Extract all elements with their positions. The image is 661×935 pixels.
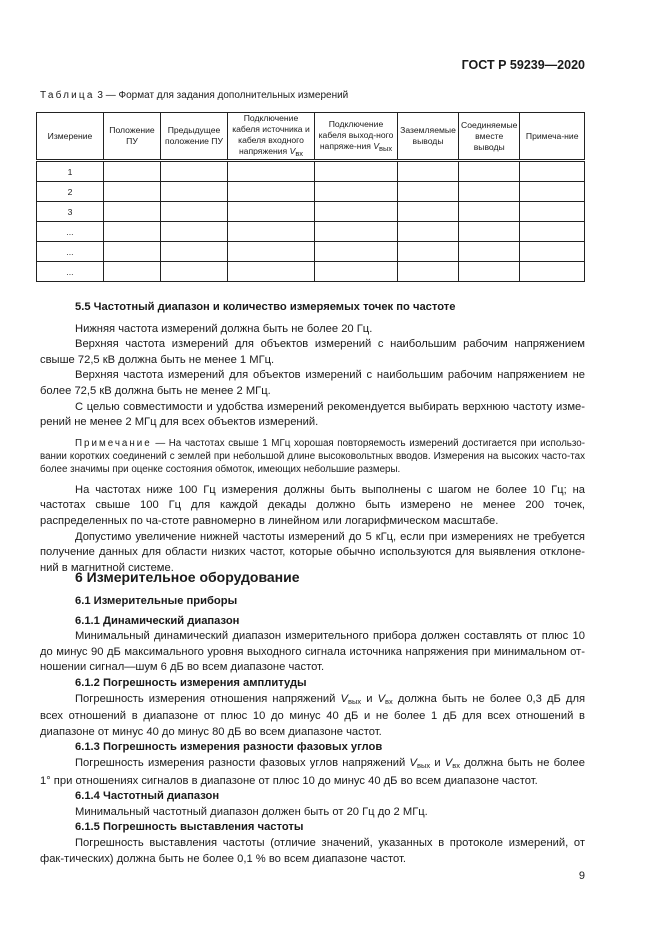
table-cell: [398, 262, 459, 282]
col-header: Подключение кабеля выход-ного напряже-ния $V_{вых}$: [315, 113, 398, 161]
table-cell: [398, 222, 459, 242]
row-number-cell: ...: [37, 222, 104, 242]
table-row: [37, 161, 585, 182]
table-cell: [459, 262, 520, 282]
paragraph: Верхняя частота измерений для объектов измерений с наибольшим рабочим напряжением свыше 72,5 кВ должна быть не менее 1 МГц.: [40, 338, 585, 366]
paragraph: Погрешность измерения отношения напряжений $V_{вых}$ и $V_{вх}$ должна быть не более 0,3 дБ для всех отношений в диапазоне от плюс 10 до минус 40 дБ и не более 1 дБ для всех отношений в диапазоне от минус 40 до минус 80 дБ во всем диапазоне частот.: [40, 692, 586, 738]
col-header: Предыдущее положение ПУ: [161, 113, 228, 161]
table-cell: [398, 161, 459, 182]
paragraph: Нижняя частота измерений должна быть не более 20 Гц.: [75, 322, 373, 335]
section-heading: 6.1.3 Погрешность измерения разности фазовых углов: [75, 741, 383, 754]
section-heading: 6.1.4 Частотный диапазон: [75, 790, 220, 803]
section-heading: 6.1 Измерительные приборы: [75, 595, 238, 607]
table-cell: [459, 202, 520, 222]
table-cell: [315, 222, 398, 242]
table-cell: [228, 222, 315, 242]
table-row: [37, 262, 585, 282]
table-cell: [520, 161, 585, 182]
col-header: Соединяемые вместе выводы: [459, 113, 520, 161]
table-row: [37, 242, 585, 262]
table-cell: [161, 242, 228, 262]
table-cell: [459, 222, 520, 242]
table-cell: [520, 222, 585, 242]
table-cell: [520, 242, 585, 262]
table-cell: [228, 262, 315, 282]
table-row: [37, 182, 585, 202]
table-cell: [398, 242, 459, 262]
table-cell: [161, 222, 228, 242]
page-number: 9: [578, 870, 585, 882]
paragraph: Минимальный динамический диапазон измерительного прибора должен составлять от плюс 10 до минус 90 дБ максимального уровня выходного сигнала источника напряжения при минимальном от-ношении сигнал—шум 6 дБ во всем диапазоне частот.: [40, 630, 585, 674]
table-cell: [228, 161, 315, 182]
col-header: Примеча-ние: [520, 113, 585, 161]
table-cell: [228, 202, 315, 222]
section-heading: 6.1.5 Погрешность выставления частоты: [75, 821, 304, 834]
section-5-5: [40, 300, 585, 576]
row-number-cell: 1: [37, 161, 104, 182]
table-cell: [228, 242, 315, 262]
table-row: [37, 222, 585, 242]
col-header: Положение ПУ: [104, 113, 161, 161]
paragraph: Верхняя частота измерений для объектов измерений с наибольшим рабочим напряжением не более 72,5 кВ должна быть не менее 2 МГц.: [40, 369, 585, 397]
table-row: [37, 202, 585, 222]
table-cell: [161, 202, 228, 222]
row-number-cell: ...: [37, 262, 104, 282]
table-cell: [228, 182, 315, 202]
table-cell: [161, 161, 228, 182]
table-cell: [398, 182, 459, 202]
section-heading: 5.5 Частотный диапазон и количество измеряемых точек по частоте: [75, 301, 456, 313]
table-cell: [104, 262, 161, 282]
table-cell: [398, 202, 459, 222]
table-header-row: [37, 113, 585, 161]
table-cell: [459, 242, 520, 262]
row-number-cell: 3: [37, 202, 104, 222]
table-cell: [459, 161, 520, 182]
paragraph: Допустимо увеличение нижней частоты измерений до 5 кГц, если при измерениях не требуется получение данных для области низких частот, которые обычно используются для выявления отклоне-ний в магнитной системе.: [40, 530, 585, 574]
table-cell: [161, 262, 228, 282]
table-cell: [104, 202, 161, 222]
col-header: Измерение: [37, 113, 104, 161]
table-cell: [315, 262, 398, 282]
table-cell: [315, 202, 398, 222]
table-cell: [315, 161, 398, 182]
paragraph: Погрешность измерения разности фазовых углов напряжений $V_{вых}$ и $V_{вх}$ должна быть не более 1° при отношениях сигналов в диапазоне от плюс 10 до минус 40 дБ во всем диапазоне частот.: [40, 756, 585, 787]
table-cell: [104, 161, 161, 182]
measurements-table: [36, 112, 585, 282]
table-cell: [459, 182, 520, 202]
row-number-cell: ...: [37, 242, 104, 262]
section-heading: 6.1.1 Динамический диапазон: [75, 614, 240, 627]
col-header: Заземляемые выводы: [398, 113, 459, 161]
table-cell: [161, 182, 228, 202]
table-cell: [104, 242, 161, 262]
table-cell: [315, 182, 398, 202]
table-cell: [104, 222, 161, 242]
paragraph: Минимальный частотный диапазон должен быть от 20 Гц до 2 МГц.: [75, 805, 428, 818]
section-6: [40, 568, 585, 867]
table-cell: [520, 182, 585, 202]
table-cell: [520, 202, 585, 222]
table-cell: [104, 182, 161, 202]
paragraph: С целью совместимости и удобства измерений рекомендуется выбирать верхнюю частоту изме-рений не менее 2 МГц для всех объектов измерений.: [40, 400, 585, 429]
table-cell: [520, 262, 585, 282]
standard-header: ГОСТ Р 59239—2020: [461, 58, 585, 72]
chapter-heading: 6 Измерительное оборудование: [75, 569, 300, 585]
paragraph: На частотах ниже 100 Гц измерения должны быть выполнены с шагом не более 10 Гц; на частотах свыше 100 Гц для каждой декады должно быть измерено не менее 200 точек, распределенных по ча-стоте равномерно в линейном или логарифмическом масштабе.: [40, 483, 585, 527]
col-header: Подключение кабеля источника и кабеля входного напряжения $V_{вх}$: [228, 113, 315, 161]
row-number-cell: 2: [37, 182, 104, 202]
paragraph: Погрешность выставления частоты (отличие значений, указанных в протоколе измерений, от фак-тических) должна быть не более 0,1 % во всем диапазоне частот.: [40, 836, 585, 865]
table-cell: [315, 242, 398, 262]
note: Примечание — На частотах свыше 1 МГц хорошая повторяемость измерений достигается при использо-вании коротких соединений с землей при небольшой длине высоковольтных вводов. Измерения на высоких часто-тах более значимы при оценке состояния обмоток, имеющих небольшие размеры.: [40, 437, 585, 475]
table-caption: Таблица 3 — Формат для задания дополнительных измерений: [40, 90, 349, 101]
section-heading: 6.1.2 Погрешность измерения амплитуды: [75, 676, 307, 689]
